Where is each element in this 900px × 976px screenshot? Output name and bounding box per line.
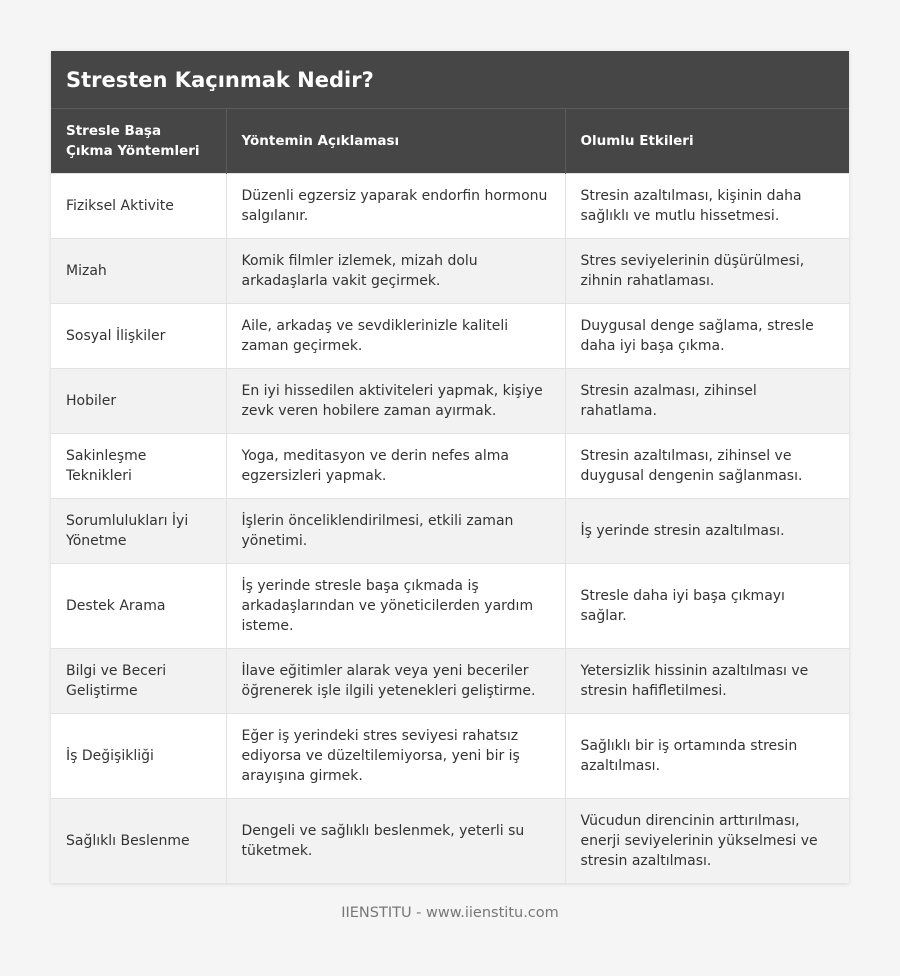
method-cell: Mizah (51, 239, 226, 304)
column-header-effects: Olumlu Etkileri (565, 109, 849, 174)
table-row (51, 564, 849, 649)
table-row (51, 174, 849, 239)
effects-cell: Stresin azalması, zihinsel rahatlama. (565, 369, 849, 434)
description-cell: Aile, arkadaş ve sevdiklerinizle kaliteli zaman geçirmek. (226, 304, 565, 369)
table-row (51, 499, 849, 564)
stress-methods-table (51, 109, 849, 883)
table-title: Stresten Kaçınmak Nedir? (51, 51, 849, 109)
effects-cell: Sağlıklı bir iş ortamında stresin azaltılması. (565, 714, 849, 799)
method-cell: Sağlıklı Beslenme (51, 799, 226, 884)
method-cell: Fiziksel Aktivite (51, 174, 226, 239)
effects-cell: Stresin azaltılması, kişinin daha sağlıklı ve mutlu hissetmesi. (565, 174, 849, 239)
description-cell: İşlerin önceliklendirilmesi, etkili zaman yönetimi. (226, 499, 565, 564)
table-row (51, 649, 849, 714)
table-row (51, 799, 849, 884)
description-cell: İlave eğitimler alarak veya yeni beceriler öğrenerek işle ilgili yetenekleri geliştirme. (226, 649, 565, 714)
table-row (51, 434, 849, 499)
description-cell: Yoga, meditasyon ve derin nefes alma egzersizleri yapmak. (226, 434, 565, 499)
method-cell: Sorumlulukları İyi Yönetme (51, 499, 226, 564)
method-cell: Destek Arama (51, 564, 226, 649)
method-cell: Bilgi ve Beceri Geliştirme (51, 649, 226, 714)
table-row (51, 304, 849, 369)
header-row (51, 109, 849, 174)
method-cell: Sosyal İlişkiler (51, 304, 226, 369)
method-cell: Hobiler (51, 369, 226, 434)
description-cell: Eğer iş yerindeki stres seviyesi rahatsız ediyorsa ve düzeltilemiyorsa, yeni bir iş arayışına girmek. (226, 714, 565, 799)
table-row (51, 369, 849, 434)
column-header-method: Stresle Başa Çıkma Yöntemleri (51, 109, 226, 174)
description-cell: İş yerinde stresle başa çıkmada iş arkadaşlarından ve yöneticilerden yardım isteme. (226, 564, 565, 649)
table-row (51, 714, 849, 799)
column-header-description: Yöntemin Açıklaması (226, 109, 565, 174)
effects-cell: Duygusal denge sağlama, stresle daha iyi başa çıkma. (565, 304, 849, 369)
description-cell: Komik filmler izlemek, mizah dolu arkadaşlarla vakit geçirmek. (226, 239, 565, 304)
table-card (51, 51, 849, 883)
description-cell: Düzenli egzersiz yaparak endorfin hormonu salgılanır. (226, 174, 565, 239)
footer-credit: IIENSTITU - www.iienstitu.com (341, 905, 559, 921)
effects-cell: Stres seviyelerinin düşürülmesi, zihnin rahatlaması. (565, 239, 849, 304)
effects-cell: Stresin azaltılması, zihinsel ve duygusal dengenin sağlanması. (565, 434, 849, 499)
table-row (51, 239, 849, 304)
method-cell: Sakinleşme Teknikleri (51, 434, 226, 499)
description-cell: Dengeli ve sağlıklı beslenmek, yeterli su tüketmek. (226, 799, 565, 884)
effects-cell: Vücudun direncinin arttırılması, enerji seviyelerinin yükselmesi ve stresin azaltılması. (565, 799, 849, 884)
description-cell: En iyi hissedilen aktiviteleri yapmak, kişiye zevk veren hobilere zaman ayırmak. (226, 369, 565, 434)
method-cell: İş Değişikliği (51, 714, 226, 799)
effects-cell: Stresle daha iyi başa çıkmayı sağlar. (565, 564, 849, 649)
effects-cell: İş yerinde stresin azaltılması. (565, 499, 849, 564)
effects-cell: Yetersizlik hissinin azaltılması ve stresin hafifletilmesi. (565, 649, 849, 714)
